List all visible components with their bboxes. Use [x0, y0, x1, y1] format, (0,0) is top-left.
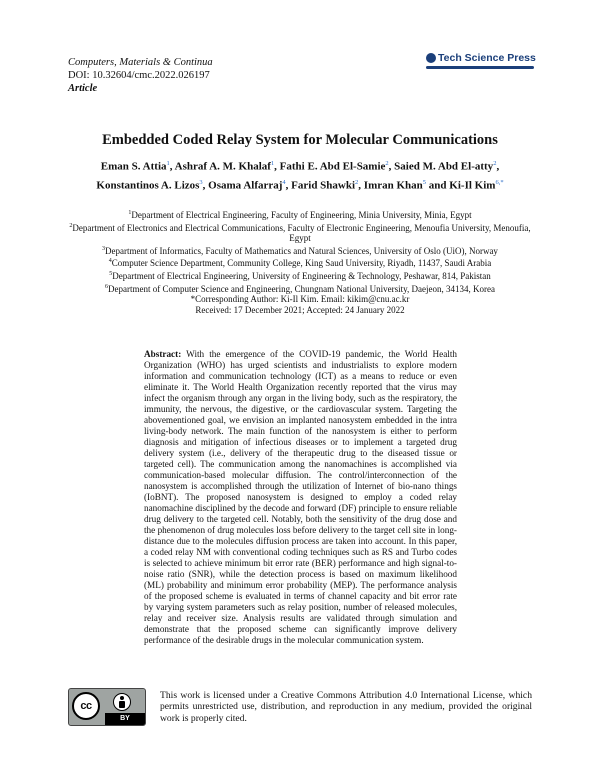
publisher-swoosh-icon [426, 53, 436, 63]
affiliation-list [60, 208, 540, 294]
affiliation-item [60, 208, 540, 221]
corresponding-author: *Corresponding Author: Ki-Il Kim. Email: kikim@cnu.ac.kr [190, 294, 410, 305]
journal-name: Computers, Materials & Continua [68, 57, 213, 68]
author-affil-marker[interactable]: 2 [385, 160, 389, 167]
author-name: Ki-Il Kim [449, 179, 496, 192]
author-separator: , [358, 179, 364, 192]
publisher-underline [426, 66, 534, 69]
author-name: Eman S. Attia [100, 160, 167, 173]
affiliation-item [60, 244, 540, 257]
author-affil-marker[interactable]: 2 [355, 178, 359, 186]
affiliation-text: Department of Computer Science and Engineering, Chungnam National University, Daejeon, 34134, Korea [107, 283, 496, 294]
affiliation-number: 6 [104, 283, 108, 290]
author-name: Saied M. Abd El-atty [394, 160, 494, 173]
author-separator: , [496, 160, 500, 173]
cc-by-license-logo[interactable] [68, 688, 146, 726]
author-affil-marker[interactable]: 1 [166, 160, 170, 167]
author-line-1 [60, 156, 540, 175]
author-separator: , [274, 160, 280, 173]
affiliation-number: 4 [108, 258, 112, 265]
author-name: Farid Shawki [291, 179, 356, 192]
paper-title: Embedded Coded Relay System for Molecular Communications [102, 132, 498, 148]
affiliation-item [60, 256, 540, 269]
affiliation-item [60, 221, 540, 244]
author-name: Imran Khan [363, 179, 423, 192]
doi[interactable]: DOI: 10.32604/cmc.2022.026197 [68, 70, 210, 81]
affiliation-item [60, 269, 540, 282]
journal-header [68, 56, 213, 95]
affiliation-number: 5 [109, 270, 113, 277]
author-name: Konstantinos A. Lizos [96, 179, 200, 192]
publisher-name: Tech Science Press [438, 52, 536, 64]
author-separator: , [285, 179, 292, 192]
cc-icon: cc [72, 692, 100, 720]
abstract-text: With the emergence of the COVID-19 pandemic, the World Health Organization (WHO) has urged scientists and industrialists to explore modern information and communication technology (ICT) as a means to reduce or even eliminate it. The World Health Organization recently reported that the virus may infect the organism through any organ in the living body, such as the respiratory, the immunity, the nervous, the digestive, or the cardiovascular system. Targeting the abovementioned goal, we envision an implanted nanosystem embedded in the intra living-body network. The main function of the nanosystem is either to perform diagnosis and mitigation of infectious diseases or to implement a targeted drug delivery system (i.e., delivery of the therapeutic drug to the diseased tissue or targeted cell). The communication among the nanomachines is accomplished via communication-based molecular diffusion. The control/interconnection of the nanosystem is accomplished through the utilization of Internet of bio-nano things (IoBNT). The proposed nanosystem is designed to employ a coded relay nanomachine disciplined by the decode and forward (DF) principle to ensure reliable drug delivery to the targeted cell. Notably, both the sensitivity of the drug dose and the phenomenon of drug molecules loss before delivery to the target cell site in long-distance due to the molecules diffusion process are taken into account. In this paper, a coded relay NM with conventional coding techniques such as RS and Turbo codes is selected to achieve minimum bit error rate (BER) performance and high signal-to-noise ratio (SNR), while the detection process is based on maximum likelihood (ML) probability and minimum error probability (MEP). The performance analysis of the proposed scheme is evaluated in terms of channel capacity and bit error rate by varying system parameters such as relay position, number of released molecules, relay and receiver size. Analysis results are validated through simulation and demonstrate that the proposed scheme can significantly improve delivery performance of the desirable drugs in the molecular communication system. [144, 349, 457, 646]
author-separator: , [388, 160, 395, 173]
affiliation-number: 3 [102, 245, 106, 252]
affiliation-text: Computer Science Department, Community College, King Saud University, Riyadh, 11437, Saudi Arabia [111, 258, 492, 269]
affiliation-text: Department of Electrical Engineering, University of Engineering & Technology, Peshawar, 814, Pakistan [112, 270, 491, 281]
affiliation-number: 1 [128, 210, 132, 216]
abstract-label: Abstract: [144, 349, 182, 359]
received-dates: Received: 17 December 2021; Accepted: 24 January 2022 [195, 304, 405, 315]
affiliation-number: 2 [69, 222, 73, 229]
author-name: Fathi E. Abd El-Samie [279, 160, 386, 173]
author-affil-marker[interactable]: 5 [422, 178, 427, 186]
author-line-2 [60, 175, 540, 194]
affiliation-text: Department of Informatics, Faculty of Mathematics and Natural Sciences, University of Oslo (UiO), Norway [105, 245, 498, 256]
author-affil-marker[interactable]: 3 [199, 178, 203, 186]
author-name: Osama Alfarraj [208, 179, 283, 192]
attribution-person-icon [113, 693, 131, 711]
affiliation-text: Department of Electronics and Electrical Communications, Faculty of Electronic Engineering, Menoufia University, Menoufia, Egypt [72, 222, 531, 244]
article-type: Article [68, 83, 98, 94]
affiliation-text: Department of Electrical Engineering, Faculty of Engineering, Minia University, Minia, Egypt [131, 210, 472, 220]
author-affil-marker[interactable]: 2 [493, 160, 497, 167]
author-name: Ashraf A. M. Khalaf [174, 160, 271, 173]
author-list [60, 156, 540, 193]
by-label: BY [105, 713, 145, 725]
license-text: This work is licensed under a Creative Commons Attribution 4.0 International License, which permits unrestricted use, distribution, and reproduction in any medium, provided the original work is properly cited. [160, 690, 532, 724]
abstract [144, 349, 457, 646]
author-separator: , [169, 160, 175, 173]
publisher-logo [426, 52, 536, 64]
affiliation-item [60, 282, 540, 295]
author-separator: , [202, 179, 209, 192]
author-separator: and [426, 179, 450, 192]
affiliations [60, 208, 540, 315]
author-affil-marker[interactable]: 4 [282, 178, 286, 186]
author-affil-marker[interactable]: 6,* [495, 178, 504, 186]
author-affil-marker[interactable]: 1 [270, 160, 275, 167]
